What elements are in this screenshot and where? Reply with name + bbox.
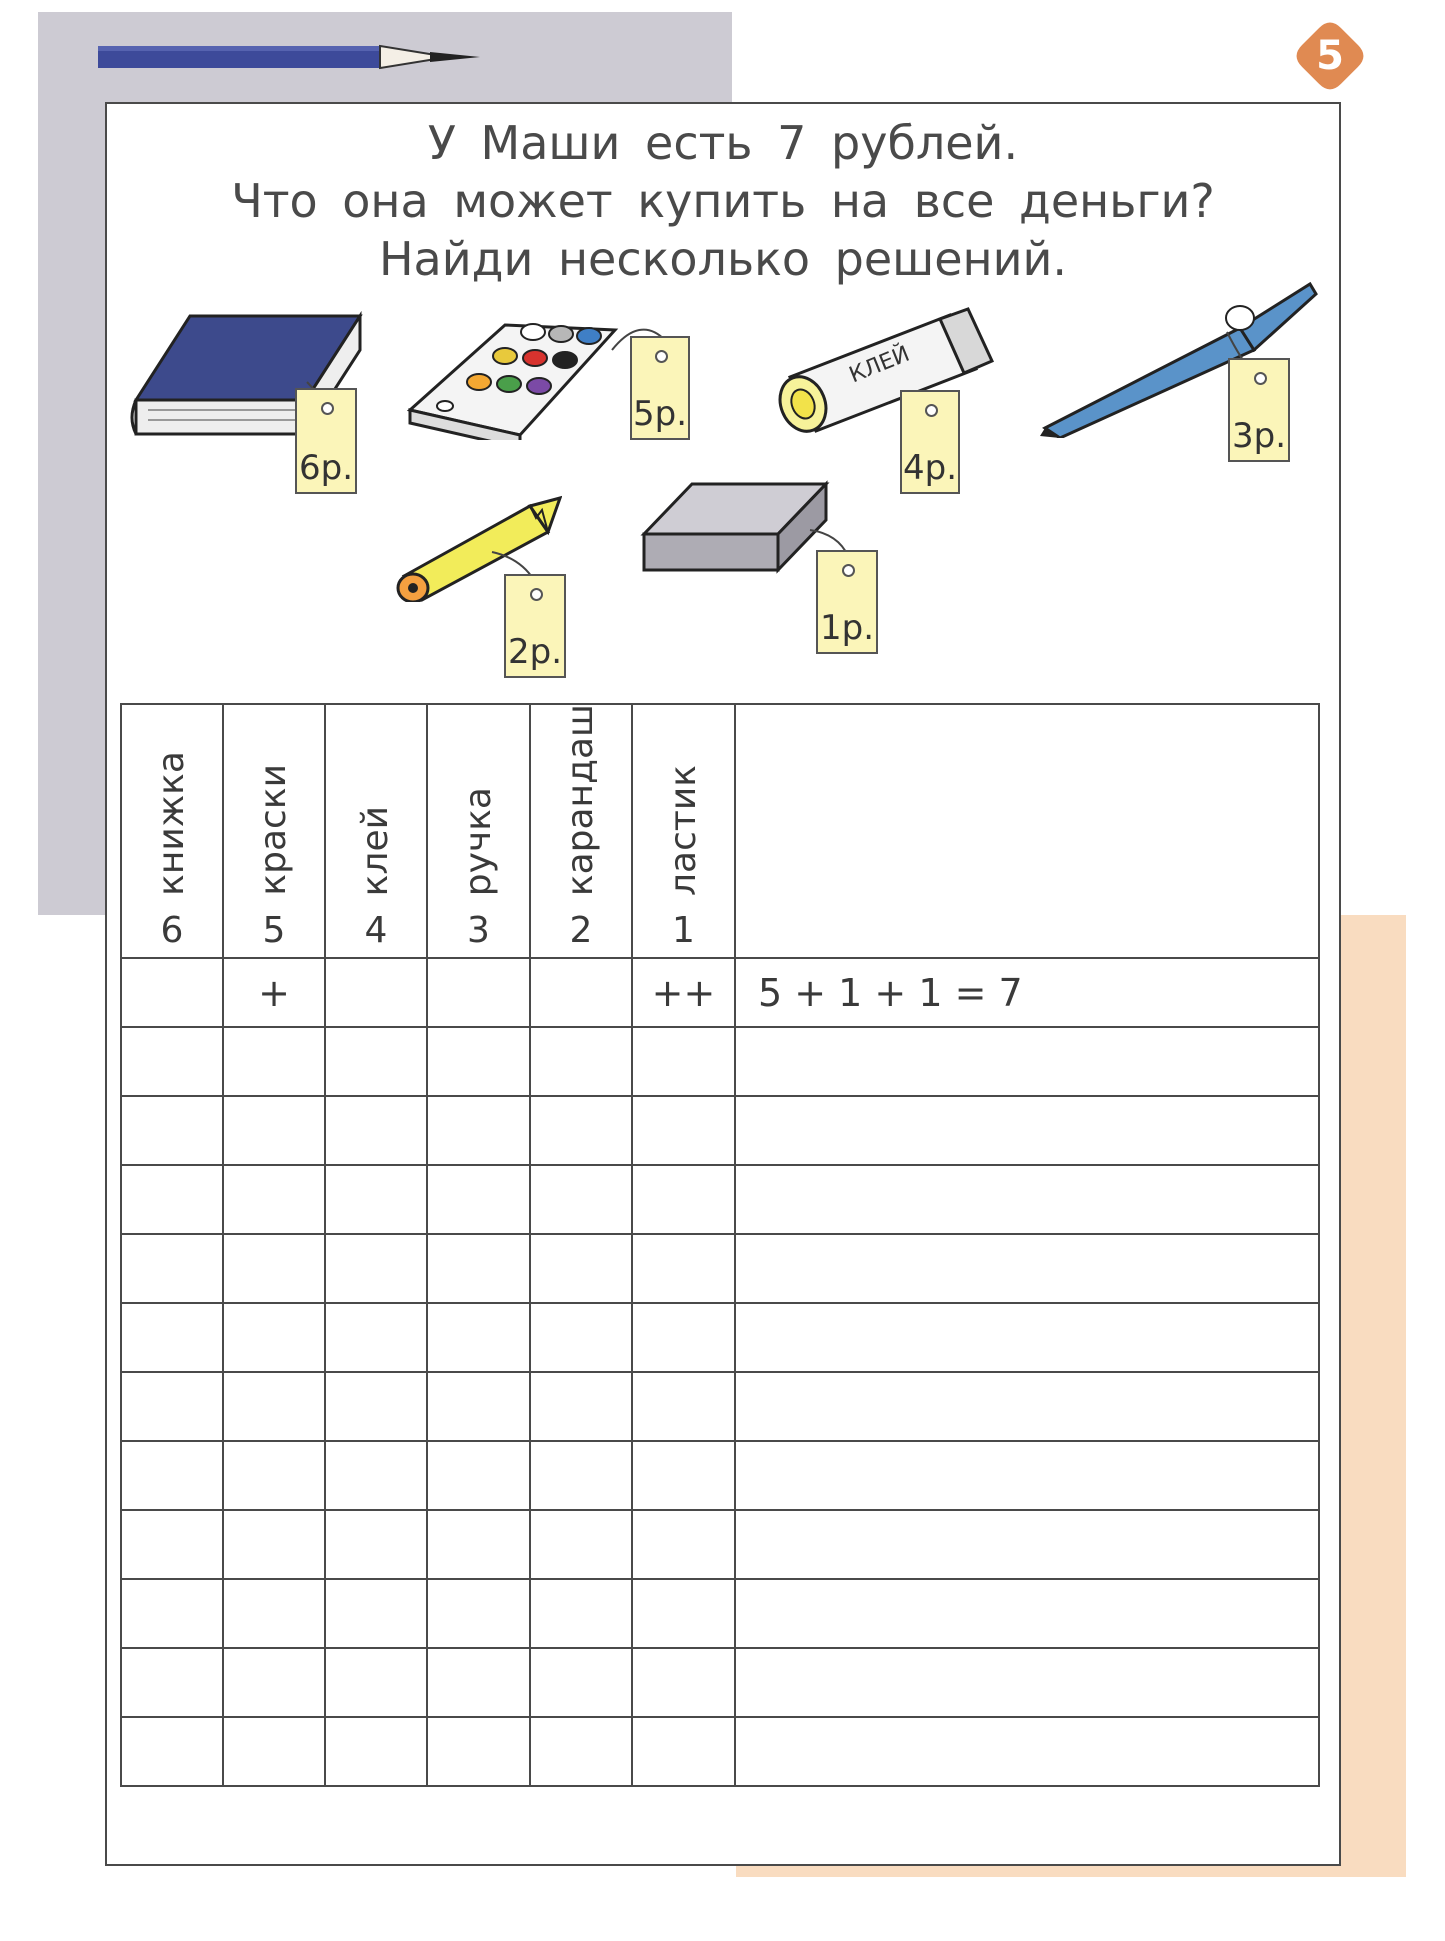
- cell-pencil[interactable]: [530, 1648, 632, 1717]
- header-pencil: [530, 704, 632, 958]
- cell-sum[interactable]: [735, 1717, 1319, 1786]
- header-eraser: [632, 704, 735, 958]
- cell-book[interactable]: [121, 958, 223, 1027]
- cell-pen[interactable]: [427, 1027, 530, 1096]
- cell-eraser[interactable]: [632, 1027, 735, 1096]
- cell-book[interactable]: [121, 1648, 223, 1717]
- cell-paints[interactable]: [223, 1372, 325, 1441]
- cell-book[interactable]: [121, 1441, 223, 1510]
- cell-pen[interactable]: [427, 1303, 530, 1372]
- cell-book[interactable]: [121, 1717, 223, 1786]
- cell-paints[interactable]: +: [223, 958, 325, 1027]
- cell-pen[interactable]: [427, 1096, 530, 1165]
- cell-sum[interactable]: [735, 1441, 1319, 1510]
- cell-eraser[interactable]: [632, 1303, 735, 1372]
- task-line-3: Найди несколько решений.: [378, 232, 1068, 286]
- cell-eraser[interactable]: [632, 1579, 735, 1648]
- cell-eraser[interactable]: ++: [632, 958, 735, 1027]
- price-tag-pencil: 2р.: [504, 574, 566, 678]
- cell-pencil[interactable]: [530, 1234, 632, 1303]
- header-sum: [735, 704, 1319, 958]
- cell-paints[interactable]: [223, 1027, 325, 1096]
- cell-book[interactable]: [121, 1096, 223, 1165]
- cell-eraser[interactable]: [632, 1372, 735, 1441]
- cell-eraser[interactable]: [632, 1234, 735, 1303]
- header-glue: [325, 704, 427, 958]
- table-row: [121, 1096, 1319, 1165]
- table-row: [121, 1441, 1319, 1510]
- price-tag-paints: 5р.: [630, 336, 690, 440]
- cell-glue[interactable]: [325, 958, 427, 1027]
- task-text: [105, 114, 1341, 288]
- cell-book[interactable]: [121, 1165, 223, 1234]
- cell-eraser[interactable]: [632, 1510, 735, 1579]
- cell-pencil[interactable]: [530, 1579, 632, 1648]
- table-row: [121, 1579, 1319, 1648]
- cell-pen[interactable]: [427, 1717, 530, 1786]
- header-price: 6: [160, 910, 184, 951]
- cell-pen[interactable]: [427, 1165, 530, 1234]
- price-tag-glue: 4р.: [900, 390, 960, 494]
- cell-pen[interactable]: [427, 1510, 530, 1579]
- cell-sum[interactable]: [735, 1648, 1319, 1717]
- cell-eraser[interactable]: [632, 1441, 735, 1510]
- cell-glue[interactable]: [325, 1372, 427, 1441]
- cell-sum[interactable]: [735, 1579, 1319, 1648]
- paints-icon: [405, 310, 620, 440]
- page-number-badge: [1296, 22, 1364, 90]
- header-price: 5: [262, 910, 286, 951]
- cell-pencil[interactable]: [530, 1510, 632, 1579]
- table-row: [121, 1027, 1319, 1096]
- cell-sum[interactable]: [735, 1165, 1319, 1234]
- cell-sum[interactable]: [735, 1372, 1319, 1441]
- cell-book[interactable]: [121, 1303, 223, 1372]
- cell-eraser[interactable]: [632, 1096, 735, 1165]
- table-row: [121, 1372, 1319, 1441]
- cell-glue[interactable]: [325, 1717, 427, 1786]
- cell-sum[interactable]: 5 + 1 + 1 = 7: [735, 958, 1319, 1027]
- cell-pen[interactable]: [427, 1441, 530, 1510]
- cell-pencil[interactable]: [530, 1303, 632, 1372]
- cell-sum[interactable]: [735, 1510, 1319, 1579]
- header-label: книжка: [151, 751, 192, 896]
- cell-book[interactable]: [121, 1579, 223, 1648]
- table-row: [121, 1165, 1319, 1234]
- answer-table: [120, 703, 1320, 1787]
- cell-book[interactable]: [121, 1234, 223, 1303]
- header-label: карандаш: [560, 703, 601, 896]
- price-tag-eraser: 1р.: [816, 550, 878, 654]
- header-price: 4: [364, 910, 388, 951]
- cell-glue[interactable]: [325, 1441, 427, 1510]
- cell-pencil[interactable]: [530, 1027, 632, 1096]
- cell-paints[interactable]: [223, 1579, 325, 1648]
- pencil-decoration-icon: [98, 40, 480, 74]
- header-label: краски: [253, 764, 294, 896]
- cell-glue[interactable]: [325, 1648, 427, 1717]
- cell-paints[interactable]: [223, 1441, 325, 1510]
- cell-pen[interactable]: [427, 1579, 530, 1648]
- header-paints: [223, 704, 325, 958]
- header-label: ручка: [457, 786, 499, 896]
- cell-book[interactable]: [121, 1027, 223, 1096]
- page-number: 5: [1316, 33, 1344, 79]
- cell-pen[interactable]: [427, 1648, 530, 1717]
- table-row: [121, 1234, 1319, 1303]
- header-book: [121, 704, 223, 958]
- header-price: 2: [569, 910, 593, 951]
- cell-pencil[interactable]: [530, 1717, 632, 1786]
- cell-paints[interactable]: [223, 1648, 325, 1717]
- cell-eraser[interactable]: [632, 1648, 735, 1717]
- cell-pen[interactable]: [427, 958, 530, 1027]
- empty-rows: [121, 1027, 1319, 1786]
- price-tag-pen: 3р.: [1228, 358, 1290, 462]
- cell-paints[interactable]: [223, 1234, 325, 1303]
- cell-paints[interactable]: [223, 1303, 325, 1372]
- header-price: 1: [672, 910, 695, 951]
- cell-glue[interactable]: [325, 1234, 427, 1303]
- cell-sum[interactable]: [735, 1234, 1319, 1303]
- cell-pencil[interactable]: [530, 958, 632, 1027]
- table-row: [121, 1717, 1319, 1786]
- cell-pen[interactable]: [427, 1234, 530, 1303]
- cell-glue[interactable]: [325, 1579, 427, 1648]
- header-price: 3: [467, 910, 490, 951]
- cell-sum[interactable]: [735, 1303, 1319, 1372]
- cell-pen[interactable]: [427, 1372, 530, 1441]
- cell-glue[interactable]: [325, 1303, 427, 1372]
- cell-pencil[interactable]: [530, 1441, 632, 1510]
- cell-glue[interactable]: [325, 1096, 427, 1165]
- cell-paints[interactable]: [223, 1096, 325, 1165]
- eraser-icon: [640, 480, 830, 575]
- table-row: [121, 1510, 1319, 1579]
- cell-pencil[interactable]: [530, 1165, 632, 1234]
- table-header-row: [121, 704, 1319, 958]
- cell-paints[interactable]: [223, 1717, 325, 1786]
- cell-book[interactable]: [121, 1510, 223, 1579]
- cell-pencil[interactable]: [530, 1096, 632, 1165]
- cell-paints[interactable]: [223, 1165, 325, 1234]
- cell-glue[interactable]: [325, 1165, 427, 1234]
- cell-paints[interactable]: [223, 1510, 325, 1579]
- glue-label: КЛЕЙ: [845, 341, 914, 389]
- cell-eraser[interactable]: [632, 1717, 735, 1786]
- table-row-example: [121, 958, 1319, 1027]
- table-row: [121, 1303, 1319, 1372]
- cell-sum[interactable]: [735, 1027, 1319, 1096]
- header-label: ластик: [662, 765, 704, 896]
- task-line-2: Что она может купить на все деньги?: [231, 174, 1215, 228]
- cell-glue[interactable]: [325, 1510, 427, 1579]
- cell-glue[interactable]: [325, 1027, 427, 1096]
- header-label: клей: [355, 805, 396, 896]
- cell-book[interactable]: [121, 1372, 223, 1441]
- price-tag-book: 6р.: [295, 388, 357, 494]
- cell-pencil[interactable]: [530, 1372, 632, 1441]
- task-line-1: У Маши есть 7 рублей.: [427, 116, 1019, 170]
- cell-eraser[interactable]: [632, 1165, 735, 1234]
- cell-sum[interactable]: [735, 1096, 1319, 1165]
- header-pen: [427, 704, 530, 958]
- table-row: [121, 1648, 1319, 1717]
